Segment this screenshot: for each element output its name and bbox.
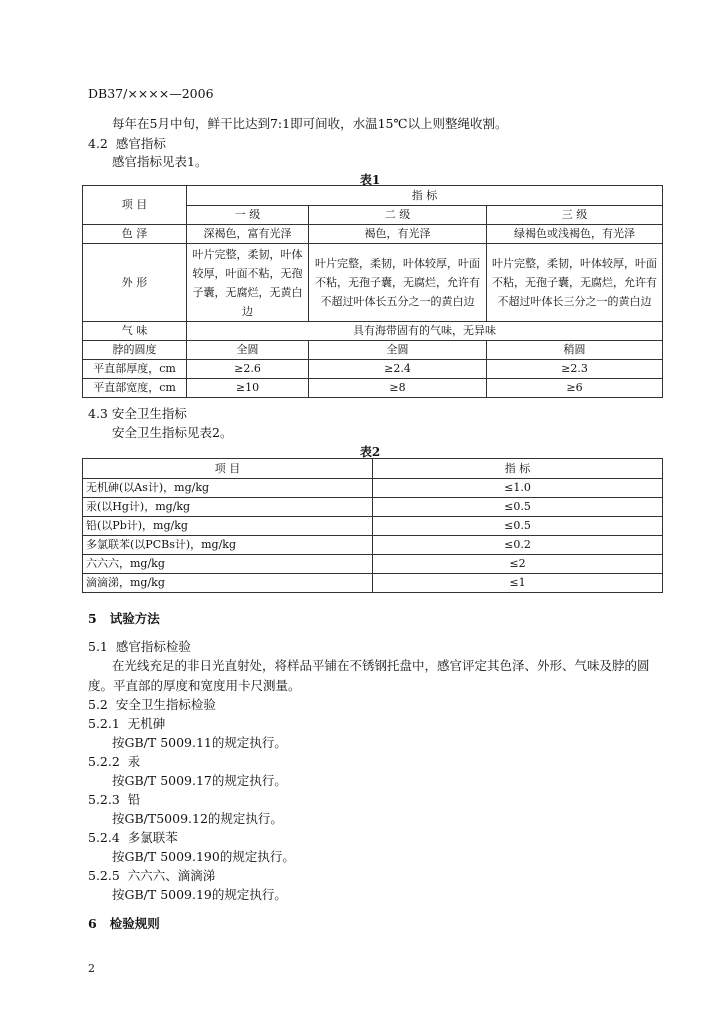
section-number: 5.2.5 [88,868,120,883]
row-label: 铅(以Pb计)，mg/kg [83,517,373,536]
table-row [83,536,663,555]
subsection-body: 按GB/T 5009.17的规定执行。 [112,773,287,788]
table-row [83,244,663,322]
row-label: 多氯联苯(以PCBs计)，mg/kg [83,536,373,555]
row-label: 六六六，mg/kg [83,555,373,574]
table2 [82,458,663,593]
section-title: 感官指标 [115,136,166,151]
section-number: 5.2.1 [88,716,120,731]
table1 [82,185,663,398]
row-label: 滴滴涕，mg/kg [83,574,373,593]
section-4-2-heading [88,134,166,152]
row-label: 平直部宽度，cm [83,379,187,398]
section-4-3-body: 安全卫生指标见表2。 [112,425,233,440]
standard-code: DB37/××××—2006 [88,86,214,101]
table-row [83,517,663,536]
table1-grade-1: 一 级 [187,206,309,225]
section-5-2-heading [88,695,216,713]
table-row [83,574,663,593]
cell: 褐色，有光泽 [309,225,487,244]
cell-merged: 具有海带固有的气味，无异味 [187,322,663,341]
cell: 叶片完整，柔韧，叶体较厚，叶面不粘，无孢子囊，无腐烂，允许有不超过叶体长三分之一的黄白边 [487,244,663,322]
section-title: 无机砷 [127,716,166,731]
subsection-body: 按GB/T 5009.190的规定执行。 [112,849,295,864]
cell: ≤1.0 [373,479,663,498]
table1-header-index: 指 标 [187,186,663,206]
table1-grade-2: 二 级 [309,206,487,225]
section-4-3-heading [88,404,187,422]
section-title: 感官指标检验 [115,639,191,654]
subsection-body: 按GB/T5009.12的规定执行。 [112,811,283,826]
section-4-2-body: 感官指标见表1。 [112,154,208,169]
cell: 叶片完整，柔韧，叶体较厚，叶面不粘，无孢子囊，无腐烂，无黄白边 [187,244,309,322]
section-number: 4.2 [88,136,108,151]
cell: ≥2.4 [309,360,487,379]
row-label: 平直部厚度，cm [83,360,187,379]
table1-caption: 表1 [359,173,381,187]
section-number: 5.2.4 [88,830,120,845]
section-6-heading [88,914,160,932]
cell: 绿褐色或浅褐色，有光泽 [487,225,663,244]
section-title: 六六六、滴滴涕 [127,868,216,883]
table-row [83,341,663,360]
cell: ≥2.6 [187,360,309,379]
row-label: 汞(以Hg计)，mg/kg [83,498,373,517]
row-label: 脖的圆度 [83,341,187,360]
cell: 稍圆 [487,341,663,360]
row-label: 气 味 [83,322,187,341]
section-number: 5.1 [88,639,108,654]
cell: ≤2 [373,555,663,574]
cell: 全圆 [187,341,309,360]
section-5-1-body-line1: 在光线充足的非日光直射处，将样品平铺在不锈钢托盘中，感官评定其色泽、外形、气味及脖的圆 [112,658,650,673]
section-number: 5.2 [88,697,108,712]
section-title: 检验规则 [109,916,160,931]
page-number: 2 [88,962,95,975]
section-number: 5.2.2 [88,754,120,769]
section-title: 安全卫生指标 [111,406,187,421]
section-number: 6 [88,916,97,931]
table2-header-index: 指 标 [373,459,663,479]
subsection-heading [88,714,165,732]
section-5-1-body-line2: 度。平直部的厚度和宽度用卡尺测量。 [88,678,301,693]
subsection-body: 按GB/T 5009.11的规定执行。 [112,735,287,750]
section-title: 铅 [127,792,141,807]
subsection-heading [88,790,140,808]
cell: ≤1 [373,574,663,593]
cell: ≥6 [487,379,663,398]
cell: 叶片完整，柔韧，叶体较厚，叶面不粘，无孢子囊，无腐烂，允许有不超过叶体长五分之一的黄白边 [309,244,487,322]
table2-header-item: 项 目 [83,459,373,479]
table1-grade-3: 三 级 [487,206,663,225]
cell: 全圆 [309,341,487,360]
cell: ≤0.5 [373,517,663,536]
table-row [83,360,663,379]
intro-paragraph: 每年在5月中旬，鲜干比达到7:1即可间收，水温15℃以上则整绳收割。 [112,116,508,131]
table-row [83,379,663,398]
subsection-body: 按GB/T 5009.19的规定执行。 [112,887,287,902]
section-title: 安全卫生指标检验 [115,697,216,712]
section-number: 5 [88,611,97,626]
section-title: 试验方法 [109,611,160,626]
table-row [83,322,663,341]
row-label: 无机砷(以As计)，mg/kg [83,479,373,498]
table-row [83,555,663,574]
cell: ≥10 [187,379,309,398]
section-number: 4.3 [88,406,108,421]
cell: ≥2.3 [487,360,663,379]
cell: ≤0.2 [373,536,663,555]
subsection-heading [88,866,215,884]
table1-header-item: 项 目 [83,186,187,225]
table-row [83,225,663,244]
table2-caption: 表2 [359,445,381,459]
section-5-heading [88,609,160,627]
cell: ≤0.5 [373,498,663,517]
cell: ≥8 [309,379,487,398]
section-number: 5.2.3 [88,792,120,807]
subsection-heading [88,828,178,846]
table-row [83,479,663,498]
cell: 深褐色，富有光泽 [187,225,309,244]
section-title: 多氯联苯 [127,830,178,845]
section-5-1-heading [88,637,191,655]
subsection-heading [88,752,140,770]
table-row [83,498,663,517]
row-label: 色 泽 [83,225,187,244]
section-title: 汞 [127,754,141,769]
row-label: 外 形 [83,244,187,322]
